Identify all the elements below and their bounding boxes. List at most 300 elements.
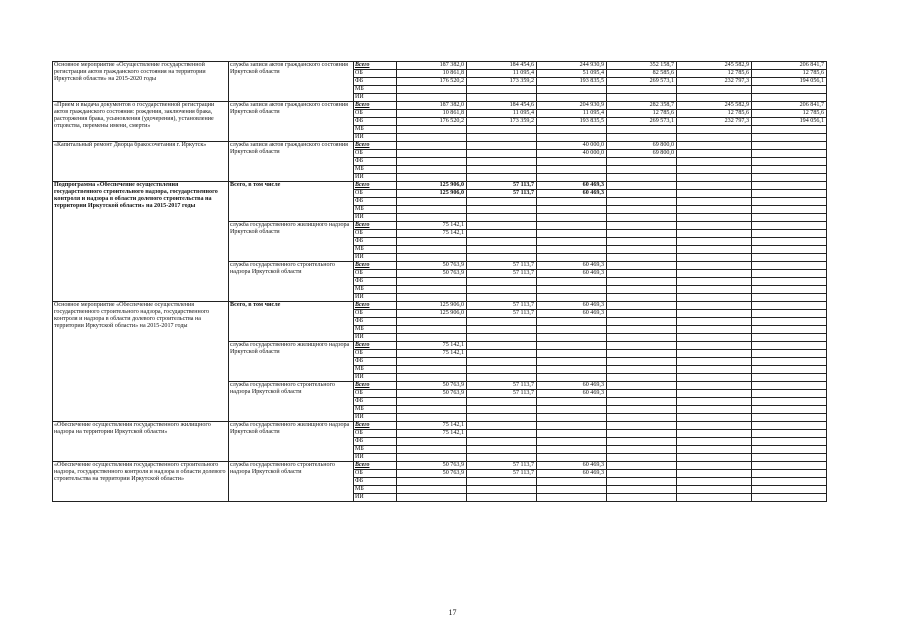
program-name-cell: Подпрограмма «Обеспечение осуществления государственного строительного надзора, государственного контроля и надзора в области долевого строительства на территории Иркутской области» на 2015-2017 годы: [53, 182, 229, 302]
amount-cell: [607, 478, 677, 486]
program-name-cell: Основное мероприятие «Осуществление государственной регистрации актов гражданского состояния на территории Иркутской области» на 2015-2020 годы: [53, 62, 229, 102]
amount-cell: [677, 414, 752, 422]
amount-cell: [752, 174, 827, 182]
amount-cell: [467, 326, 537, 334]
amount-cell: 184 454,6: [467, 62, 537, 70]
funding-source-cell: ОБ: [354, 150, 397, 158]
amount-cell: [752, 350, 827, 358]
amount-cell: 12 785,6: [752, 110, 827, 118]
amount-cell: [467, 414, 537, 422]
amount-cell: 187 382,0: [397, 62, 467, 70]
amount-cell: [397, 318, 467, 326]
agency-name-cell: Всего, в том числе: [229, 182, 354, 222]
amount-cell: [677, 94, 752, 102]
amount-cell: [607, 318, 677, 326]
amount-cell: [467, 374, 537, 382]
amount-cell: [752, 334, 827, 342]
amount-cell: [537, 230, 607, 238]
amount-cell: [537, 326, 607, 334]
amount-cell: 75 142,1: [397, 422, 467, 430]
amount-cell: [397, 286, 467, 294]
funding-source-cell: Всего: [354, 142, 397, 150]
amount-cell: 60 469,3: [537, 270, 607, 278]
amount-cell: [752, 254, 827, 262]
amount-cell: 193 835,5: [537, 118, 607, 126]
amount-cell: 51 095,4: [537, 70, 607, 78]
amount-cell: [752, 262, 827, 270]
amount-cell: 57 113,7: [467, 390, 537, 398]
amount-cell: [467, 94, 537, 102]
agency-name-cell: служба государственного жилищного надзора Иркутской области: [229, 222, 354, 262]
amount-cell: [677, 270, 752, 278]
amount-cell: [677, 470, 752, 478]
amount-cell: [607, 446, 677, 454]
amount-cell: [537, 246, 607, 254]
amount-cell: [537, 366, 607, 374]
amount-cell: [677, 158, 752, 166]
amount-cell: [467, 206, 537, 214]
amount-cell: 206 841,7: [752, 102, 827, 110]
funding-source-cell: ФБ: [354, 238, 397, 246]
table-body: [53, 62, 827, 502]
amount-cell: [467, 294, 537, 302]
amount-cell: [537, 278, 607, 286]
amount-cell: [467, 158, 537, 166]
funding-source-cell: Всего: [354, 302, 397, 310]
program-name-cell: «Капитальный ремонт Дворца бракосочетания г. Иркутск»: [53, 142, 229, 182]
amount-cell: [607, 166, 677, 174]
amount-cell: [467, 422, 537, 430]
amount-cell: [397, 246, 467, 254]
amount-cell: [607, 366, 677, 374]
amount-cell: 269 573,1: [607, 118, 677, 126]
amount-cell: 12 785,6: [607, 110, 677, 118]
amount-cell: [607, 86, 677, 94]
amount-cell: [677, 246, 752, 254]
amount-cell: [752, 430, 827, 438]
amount-cell: [677, 86, 752, 94]
amount-cell: [397, 334, 467, 342]
amount-cell: [752, 198, 827, 206]
amount-cell: [397, 406, 467, 414]
amount-cell: [607, 190, 677, 198]
amount-cell: [607, 358, 677, 366]
amount-cell: [677, 254, 752, 262]
amount-cell: 57 113,7: [467, 382, 537, 390]
amount-cell: [537, 334, 607, 342]
amount-cell: [607, 198, 677, 206]
amount-cell: [752, 86, 827, 94]
amount-cell: [607, 350, 677, 358]
amount-cell: [397, 238, 467, 246]
amount-cell: 57 113,7: [467, 270, 537, 278]
amount-cell: [537, 430, 607, 438]
amount-cell: [677, 374, 752, 382]
amount-cell: [467, 350, 537, 358]
amount-cell: [397, 94, 467, 102]
amount-cell: [752, 462, 827, 470]
amount-cell: [537, 238, 607, 246]
amount-cell: [607, 302, 677, 310]
amount-cell: [607, 254, 677, 262]
funding-source-cell: ИИ: [354, 414, 397, 422]
amount-cell: [607, 270, 677, 278]
amount-cell: 125 906,0: [397, 310, 467, 318]
amount-cell: [537, 318, 607, 326]
amount-cell: [397, 214, 467, 222]
table-row: [53, 102, 827, 110]
amount-cell: [677, 294, 752, 302]
funding-source-cell: ИИ: [354, 374, 397, 382]
amount-cell: [607, 438, 677, 446]
amount-cell: 75 142,1: [397, 230, 467, 238]
amount-cell: [397, 134, 467, 142]
agency-name-cell: служба записи актов гражданского состояния Иркутской области: [229, 102, 354, 142]
amount-cell: [537, 166, 607, 174]
amount-cell: 194 056,1: [752, 118, 827, 126]
amount-cell: 57 113,7: [467, 182, 537, 190]
amount-cell: 50 763,9: [397, 470, 467, 478]
amount-cell: 11 095,4: [537, 110, 607, 118]
amount-cell: 10 861,8: [397, 70, 467, 78]
amount-cell: 176 520,2: [397, 118, 467, 126]
agency-name-cell: служба государственного строительного надзора Иркутской области: [229, 462, 354, 502]
amount-cell: [537, 254, 607, 262]
amount-cell: [752, 166, 827, 174]
funding-source-cell: МБ: [354, 406, 397, 414]
amount-cell: 11 095,4: [467, 110, 537, 118]
amount-cell: 60 469,3: [537, 390, 607, 398]
agency-name-cell: служба записи актов гражданского состояния Иркутской области: [229, 142, 354, 182]
funding-source-cell: ИИ: [354, 214, 397, 222]
amount-cell: 57 113,7: [467, 262, 537, 270]
amount-cell: 75 142,1: [397, 342, 467, 350]
program-name-cell: «Прием и выдача документов о государственной регистрации актов гражданского состояния: рождения, заключения брака, расторжения брака, усыновления (удочерения), установление отцовства, перемены имени, смерти»: [53, 102, 229, 142]
funding-source-cell: МБ: [354, 286, 397, 294]
amount-cell: 352 158,7: [607, 62, 677, 70]
amount-cell: [752, 326, 827, 334]
table-row: [53, 422, 827, 430]
amount-cell: [467, 406, 537, 414]
funding-source-cell: ФБ: [354, 78, 397, 86]
amount-cell: [677, 334, 752, 342]
amount-cell: 173 359,2: [467, 78, 537, 86]
budget-table-sheet: [52, 61, 826, 502]
amount-cell: [537, 198, 607, 206]
amount-cell: [607, 238, 677, 246]
amount-cell: [397, 326, 467, 334]
amount-cell: [607, 342, 677, 350]
amount-cell: [397, 158, 467, 166]
amount-cell: [752, 422, 827, 430]
amount-cell: [752, 214, 827, 222]
amount-cell: [537, 422, 607, 430]
amount-cell: 50 763,9: [397, 382, 467, 390]
funding-source-cell: Всего: [354, 182, 397, 190]
funding-source-cell: Всего: [354, 102, 397, 110]
amount-cell: [677, 382, 752, 390]
amount-cell: [397, 414, 467, 422]
amount-cell: [677, 238, 752, 246]
amount-cell: [677, 486, 752, 494]
amount-cell: [752, 222, 827, 230]
amount-cell: 173 359,2: [467, 118, 537, 126]
amount-cell: [537, 406, 607, 414]
amount-cell: [677, 350, 752, 358]
amount-cell: [752, 230, 827, 238]
amount-cell: [752, 302, 827, 310]
amount-cell: [607, 470, 677, 478]
amount-cell: [752, 190, 827, 198]
amount-cell: [537, 414, 607, 422]
amount-cell: 193 835,5: [537, 78, 607, 86]
amount-cell: [607, 398, 677, 406]
amount-cell: 12 785,6: [677, 70, 752, 78]
amount-cell: [467, 358, 537, 366]
amount-cell: [677, 278, 752, 286]
amount-cell: [677, 390, 752, 398]
agency-name-cell: служба государственного жилищного надзора Иркутской области: [229, 342, 354, 382]
amount-cell: [537, 398, 607, 406]
amount-cell: [467, 334, 537, 342]
funding-source-cell: ИИ: [354, 174, 397, 182]
funding-source-cell: МБ: [354, 206, 397, 214]
amount-cell: 40 000,0: [537, 142, 607, 150]
funding-source-cell: Всего: [354, 462, 397, 470]
funding-source-cell: ОБ: [354, 230, 397, 238]
amount-cell: [397, 294, 467, 302]
amount-cell: [467, 438, 537, 446]
amount-cell: [677, 142, 752, 150]
amount-cell: [537, 342, 607, 350]
amount-cell: 69 800,0: [607, 142, 677, 150]
funding-source-cell: ИИ: [354, 454, 397, 462]
funding-source-cell: Всего: [354, 422, 397, 430]
amount-cell: [537, 174, 607, 182]
amount-cell: [607, 414, 677, 422]
amount-cell: [607, 486, 677, 494]
amount-cell: 60 469,3: [537, 470, 607, 478]
amount-cell: [677, 422, 752, 430]
amount-cell: 60 469,3: [537, 182, 607, 190]
amount-cell: [677, 478, 752, 486]
amount-cell: [397, 150, 467, 158]
amount-cell: [537, 438, 607, 446]
amount-cell: [397, 174, 467, 182]
amount-cell: [537, 350, 607, 358]
amount-cell: [397, 358, 467, 366]
amount-cell: [397, 142, 467, 150]
amount-cell: [677, 326, 752, 334]
amount-cell: 60 469,3: [537, 302, 607, 310]
amount-cell: [537, 446, 607, 454]
amount-cell: [467, 318, 537, 326]
amount-cell: [752, 206, 827, 214]
amount-cell: [677, 406, 752, 414]
amount-cell: [607, 206, 677, 214]
amount-cell: 60 469,3: [537, 262, 607, 270]
amount-cell: 12 785,6: [677, 110, 752, 118]
amount-cell: 244 930,9: [537, 62, 607, 70]
amount-cell: [677, 302, 752, 310]
amount-cell: [677, 230, 752, 238]
funding-source-cell: ФБ: [354, 118, 397, 126]
amount-cell: [752, 278, 827, 286]
amount-cell: [677, 366, 752, 374]
funding-source-cell: ОБ: [354, 270, 397, 278]
amount-cell: [607, 406, 677, 414]
amount-cell: 176 520,2: [397, 78, 467, 86]
funding-source-cell: ФБ: [354, 318, 397, 326]
amount-cell: [537, 206, 607, 214]
amount-cell: [677, 454, 752, 462]
funding-source-cell: ФБ: [354, 278, 397, 286]
amount-cell: 60 469,3: [537, 310, 607, 318]
amount-cell: [607, 310, 677, 318]
amount-cell: [537, 222, 607, 230]
amount-cell: [677, 430, 752, 438]
amount-cell: [677, 398, 752, 406]
amount-cell: [397, 254, 467, 262]
amount-cell: [677, 126, 752, 134]
amount-cell: 206 841,7: [752, 62, 827, 70]
funding-source-cell: ИИ: [354, 254, 397, 262]
amount-cell: 57 113,7: [467, 470, 537, 478]
amount-cell: [607, 278, 677, 286]
amount-cell: [752, 246, 827, 254]
amount-cell: [397, 494, 467, 502]
amount-cell: [752, 134, 827, 142]
amount-cell: [397, 454, 467, 462]
amount-cell: [467, 398, 537, 406]
program-name-cell: «Обеспечение осуществления государственного жилищного надзора на территории Иркутской области»: [53, 422, 229, 462]
amount-cell: [467, 286, 537, 294]
amount-cell: [397, 198, 467, 206]
amount-cell: 69 800,0: [607, 150, 677, 158]
amount-cell: [607, 126, 677, 134]
amount-cell: [607, 430, 677, 438]
amount-cell: [607, 134, 677, 142]
amount-cell: 50 763,9: [397, 262, 467, 270]
amount-cell: [467, 254, 537, 262]
amount-cell: [537, 454, 607, 462]
amount-cell: [467, 478, 537, 486]
agency-name-cell: служба государственного строительного надзора Иркутской области: [229, 382, 354, 422]
amount-cell: [677, 134, 752, 142]
funding-source-cell: ОБ: [354, 430, 397, 438]
funding-source-cell: МБ: [354, 126, 397, 134]
amount-cell: [752, 390, 827, 398]
amount-cell: [607, 286, 677, 294]
agency-name-cell: служба записи актов гражданского состояния Иркутской области: [229, 62, 354, 102]
amount-cell: 75 142,1: [397, 350, 467, 358]
amount-cell: [467, 214, 537, 222]
amount-cell: [752, 150, 827, 158]
amount-cell: 269 573,1: [607, 78, 677, 86]
table-row: [53, 302, 827, 310]
amount-cell: [397, 126, 467, 134]
amount-cell: 50 763,9: [397, 390, 467, 398]
amount-cell: [537, 86, 607, 94]
amount-cell: [397, 206, 467, 214]
amount-cell: 245 582,9: [677, 102, 752, 110]
amount-cell: [607, 182, 677, 190]
amount-cell: 75 142,1: [397, 430, 467, 438]
funding-source-cell: Всего: [354, 62, 397, 70]
funding-source-cell: ИИ: [354, 334, 397, 342]
amount-cell: [467, 238, 537, 246]
amount-cell: [677, 462, 752, 470]
amount-cell: [607, 494, 677, 502]
amount-cell: [677, 342, 752, 350]
amount-cell: 232 797,3: [677, 118, 752, 126]
amount-cell: [607, 390, 677, 398]
amount-cell: [467, 222, 537, 230]
amount-cell: [607, 94, 677, 102]
amount-cell: [397, 478, 467, 486]
amount-cell: [677, 182, 752, 190]
agency-name-cell: Всего, в том числе: [229, 302, 354, 342]
amount-cell: 125 906,0: [397, 302, 467, 310]
amount-cell: 125 906,0: [397, 182, 467, 190]
amount-cell: [467, 134, 537, 142]
amount-cell: [467, 446, 537, 454]
amount-cell: [467, 166, 537, 174]
amount-cell: [677, 214, 752, 222]
funding-source-cell: ФБ: [354, 198, 397, 206]
amount-cell: [752, 446, 827, 454]
amount-cell: [752, 310, 827, 318]
amount-cell: [677, 150, 752, 158]
amount-cell: [752, 374, 827, 382]
funding-source-cell: ИИ: [354, 94, 397, 102]
amount-cell: 40 000,0: [537, 150, 607, 158]
amount-cell: [467, 486, 537, 494]
amount-cell: [752, 438, 827, 446]
amount-cell: [677, 190, 752, 198]
program-name-cell: «Обеспечение осуществления государственного строительного надзора, государственного контроля и надзора в области долевого строительства на территории Иркутской области»: [53, 462, 229, 502]
amount-cell: [537, 94, 607, 102]
amount-cell: [537, 214, 607, 222]
amount-cell: [467, 278, 537, 286]
amount-cell: [537, 374, 607, 382]
amount-cell: [397, 86, 467, 94]
amount-cell: [752, 398, 827, 406]
table-row: [53, 182, 827, 190]
amount-cell: [677, 494, 752, 502]
amount-cell: [752, 358, 827, 366]
amount-cell: [677, 166, 752, 174]
funding-source-cell: ИИ: [354, 294, 397, 302]
amount-cell: [397, 398, 467, 406]
funding-source-cell: МБ: [354, 486, 397, 494]
amount-cell: [537, 158, 607, 166]
amount-cell: [467, 430, 537, 438]
amount-cell: [607, 462, 677, 470]
funding-source-cell: ФБ: [354, 438, 397, 446]
amount-cell: [607, 454, 677, 462]
agency-name-cell: служба государственного жилищного надзора Иркутской области: [229, 422, 354, 462]
amount-cell: 184 454,6: [467, 102, 537, 110]
amount-cell: 60 469,3: [537, 382, 607, 390]
amount-cell: [467, 230, 537, 238]
amount-cell: [397, 374, 467, 382]
amount-cell: 60 469,3: [537, 190, 607, 198]
amount-cell: [537, 358, 607, 366]
amount-cell: [607, 230, 677, 238]
funding-source-cell: МБ: [354, 166, 397, 174]
amount-cell: [607, 262, 677, 270]
